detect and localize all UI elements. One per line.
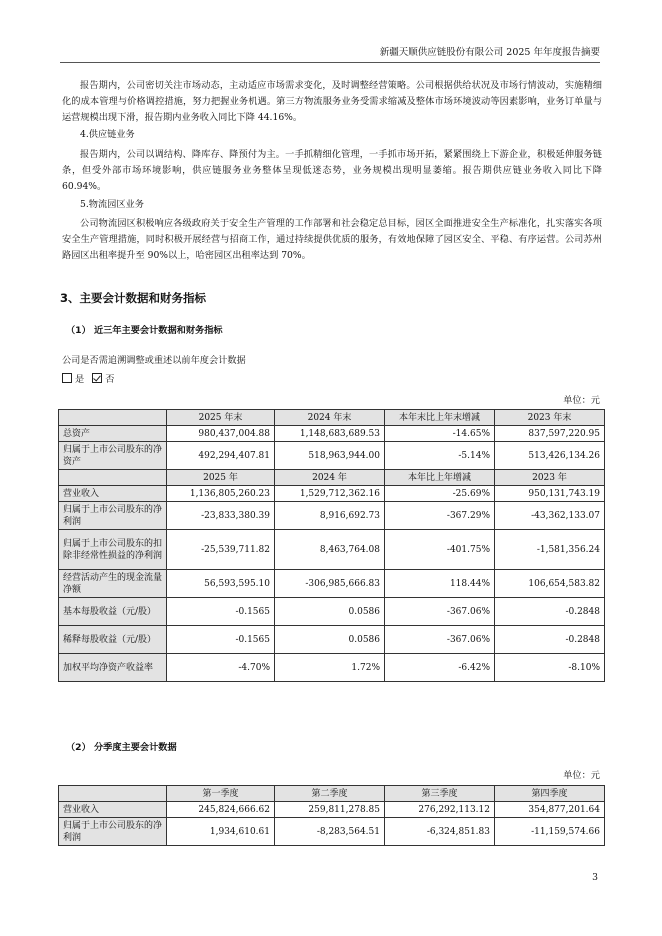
value-cell: 1,148,683,689.53 bbox=[275, 426, 385, 442]
restatement-question: 公司是否需追溯调整或重述以前年度会计数据 bbox=[62, 355, 246, 366]
value-cell: -0.1565 bbox=[167, 626, 275, 654]
table-header-cell: 2024 年 bbox=[275, 470, 385, 486]
value-cell: -4.70% bbox=[167, 654, 275, 682]
unit-label: 单位：元 bbox=[563, 395, 600, 406]
page-header: 新疆天顺供应链股份有限公司 2025 年年度报告摘要 bbox=[60, 46, 600, 63]
row-label-cell: 归属于上市公司股东的净利润 bbox=[59, 818, 167, 846]
page-number: 3 bbox=[592, 872, 598, 883]
table-header-cell: 2023 年末 bbox=[495, 410, 605, 426]
table-row bbox=[59, 426, 605, 442]
value-cell: -5.14% bbox=[385, 442, 495, 470]
value-cell: -25,539,711.82 bbox=[167, 530, 275, 570]
value-cell: 276,292,113.12 bbox=[385, 802, 495, 818]
value-cell: 0.0586 bbox=[275, 626, 385, 654]
row-label-cell: 稀释每股收益（元/股） bbox=[59, 626, 167, 654]
value-cell: -23,833,380.39 bbox=[167, 502, 275, 530]
table-header-cell bbox=[59, 786, 167, 802]
checkbox-no-checked[interactable] bbox=[92, 373, 102, 383]
table-row bbox=[59, 818, 605, 846]
table-row bbox=[59, 626, 605, 654]
value-cell: -14.65% bbox=[385, 426, 495, 442]
table-row bbox=[59, 598, 605, 626]
subsection-title-three-years: （1） 近三年主要会计数据和财务指标 bbox=[66, 325, 223, 336]
value-cell: -8.10% bbox=[495, 654, 605, 682]
value-cell: 106,654,583.82 bbox=[495, 570, 605, 598]
value-cell: 56,593,595.10 bbox=[167, 570, 275, 598]
value-cell: -306,985,666.83 bbox=[275, 570, 385, 598]
value-cell: -0.2848 bbox=[495, 598, 605, 626]
value-cell: 1.72% bbox=[275, 654, 385, 682]
table-row bbox=[59, 654, 605, 682]
row-label-cell: 归属于上市公司股东的扣除非经常性损益的净利润 bbox=[59, 530, 167, 570]
value-cell: -6.42% bbox=[385, 654, 495, 682]
row-label-cell: 营业收入 bbox=[59, 486, 167, 502]
table-header-cell: 2023 年 bbox=[495, 470, 605, 486]
subheading-supply-chain: 4.供应链业务 bbox=[80, 129, 135, 140]
table-header-cell: 第二季度 bbox=[275, 786, 385, 802]
table-row bbox=[59, 570, 605, 598]
table-row bbox=[59, 442, 605, 470]
row-label-cell: 总资产 bbox=[59, 426, 167, 442]
paragraph-logistics: 报告期内，公司密切关注市场动态，主动适应市场需求变化，及时调整经营策略。公司根据供给状况及市场行情波动，实施精细化的成本管理与价格调控措施，努力把握业务机遇。第三方物流服务业务受需求缩减及整体市场环境波动等因素影响，业务订单量与运营规模出现下滑，报告期内业务收入同比下降 44.16%。 bbox=[62, 80, 602, 123]
value-cell: 8,463,764.08 bbox=[275, 530, 385, 570]
table-header-cell: 2025 年 bbox=[167, 470, 275, 486]
table-header-cell: 2025 年末 bbox=[167, 410, 275, 426]
value-cell: 492,294,407.81 bbox=[167, 442, 275, 470]
table-header-row bbox=[59, 786, 605, 802]
table-header-cell: 2024 年末 bbox=[275, 410, 385, 426]
value-cell: 1,136,805,260.23 bbox=[167, 486, 275, 502]
value-cell: 118.44% bbox=[385, 570, 495, 598]
row-label-cell: 营业收入 bbox=[59, 802, 167, 818]
row-label-cell: 归属于上市公司股东的净利润 bbox=[59, 502, 167, 530]
table-row bbox=[59, 502, 605, 530]
value-cell: 0.0586 bbox=[275, 598, 385, 626]
table-header-cell: 第三季度 bbox=[385, 786, 495, 802]
value-cell: 259,811,278.85 bbox=[275, 802, 385, 818]
financial-table-three-years bbox=[58, 409, 605, 682]
financial-table-quarterly bbox=[58, 785, 605, 846]
value-cell: 518,963,944.00 bbox=[275, 442, 385, 470]
value-cell: -367.06% bbox=[385, 598, 495, 626]
value-cell: 950,131,743.19 bbox=[495, 486, 605, 502]
value-cell: 837,597,220.95 bbox=[495, 426, 605, 442]
value-cell: -0.1565 bbox=[167, 598, 275, 626]
value-cell: -8,283,564.51 bbox=[275, 818, 385, 846]
value-cell: -367.06% bbox=[385, 626, 495, 654]
table-header-cell bbox=[59, 470, 167, 486]
row-label-cell: 基本每股收益（元/股） bbox=[59, 598, 167, 626]
value-cell: -1,581,356.24 bbox=[495, 530, 605, 570]
table-header-row bbox=[59, 410, 605, 426]
value-cell: -367.29% bbox=[385, 502, 495, 530]
row-label-cell: 经营活动产生的现金流量净额 bbox=[59, 570, 167, 598]
subsection-title-quarterly: （2） 分季度主要会计数据 bbox=[66, 742, 177, 753]
row-label-cell: 归属于上市公司股东的净资产 bbox=[59, 442, 167, 470]
subheading-logistics-park: 5.物流园区业务 bbox=[80, 199, 144, 210]
table-header-cell: 本年比上年增减 bbox=[385, 470, 495, 486]
paragraph-logistics-park: 公司物流园区积极响应各级政府关于安全生产管理的工作部署和社会稳定总目标，园区全面推进安全生产标准化，扎实落实各项安全生产管理措施，同时积极开展经营与招商工作，通过持续提供优质的服务，有效地保障了园区安全、平稳、有序运营。公司苏州路园区出租率提升至 90%以上，哈密园区出租率达到 70%。 bbox=[62, 218, 602, 261]
value-cell: -6,324,851.83 bbox=[385, 818, 495, 846]
option-yes-label: 是 bbox=[75, 374, 85, 385]
unit-label-quarterly: 单位：元 bbox=[563, 770, 600, 781]
paragraph-supply-chain: 报告期内，公司以调结构、降库存、降预付为主。一手抓精细化管理，一手抓市场开拓，紧紧围绕上下游企业，积极延伸服务链条，但受外部市场环境影响，供应链服务业务整体呈现低迷态势，业务规模出现明显萎缩。报告期供应链业务收入同比下降 60.94%。 bbox=[62, 149, 602, 192]
value-cell: 354,877,201.64 bbox=[495, 802, 605, 818]
value-cell: -11,159,574.66 bbox=[495, 818, 605, 846]
table-row bbox=[59, 802, 605, 818]
table-header-cell bbox=[59, 410, 167, 426]
value-cell: 980,437,004.88 bbox=[167, 426, 275, 442]
value-cell: -0.2848 bbox=[495, 626, 605, 654]
table-row bbox=[59, 486, 605, 502]
value-cell: 245,824,666.62 bbox=[167, 802, 275, 818]
value-cell: 8,916,692.73 bbox=[275, 502, 385, 530]
value-cell: 513,426,134.26 bbox=[495, 442, 605, 470]
value-cell: -25.69% bbox=[385, 486, 495, 502]
row-label-cell: 加权平均净资产收益率 bbox=[59, 654, 167, 682]
option-no-label: 否 bbox=[105, 374, 115, 385]
value-cell: -43,362,133.07 bbox=[495, 502, 605, 530]
table-header-cell: 本年末比上年末增减 bbox=[385, 410, 495, 426]
value-cell: 1,934,610.61 bbox=[167, 818, 275, 846]
checkbox-yes[interactable] bbox=[62, 373, 72, 383]
table-header-row bbox=[59, 470, 605, 486]
table-header-cell: 第四季度 bbox=[495, 786, 605, 802]
value-cell: 1,529,712,362.16 bbox=[275, 486, 385, 502]
table-header-cell: 第一季度 bbox=[167, 786, 275, 802]
table-row bbox=[59, 530, 605, 570]
value-cell: -401.75% bbox=[385, 530, 495, 570]
restatement-options bbox=[62, 371, 114, 385]
section-title: 3、主要会计数据和财务指标 bbox=[60, 291, 207, 305]
